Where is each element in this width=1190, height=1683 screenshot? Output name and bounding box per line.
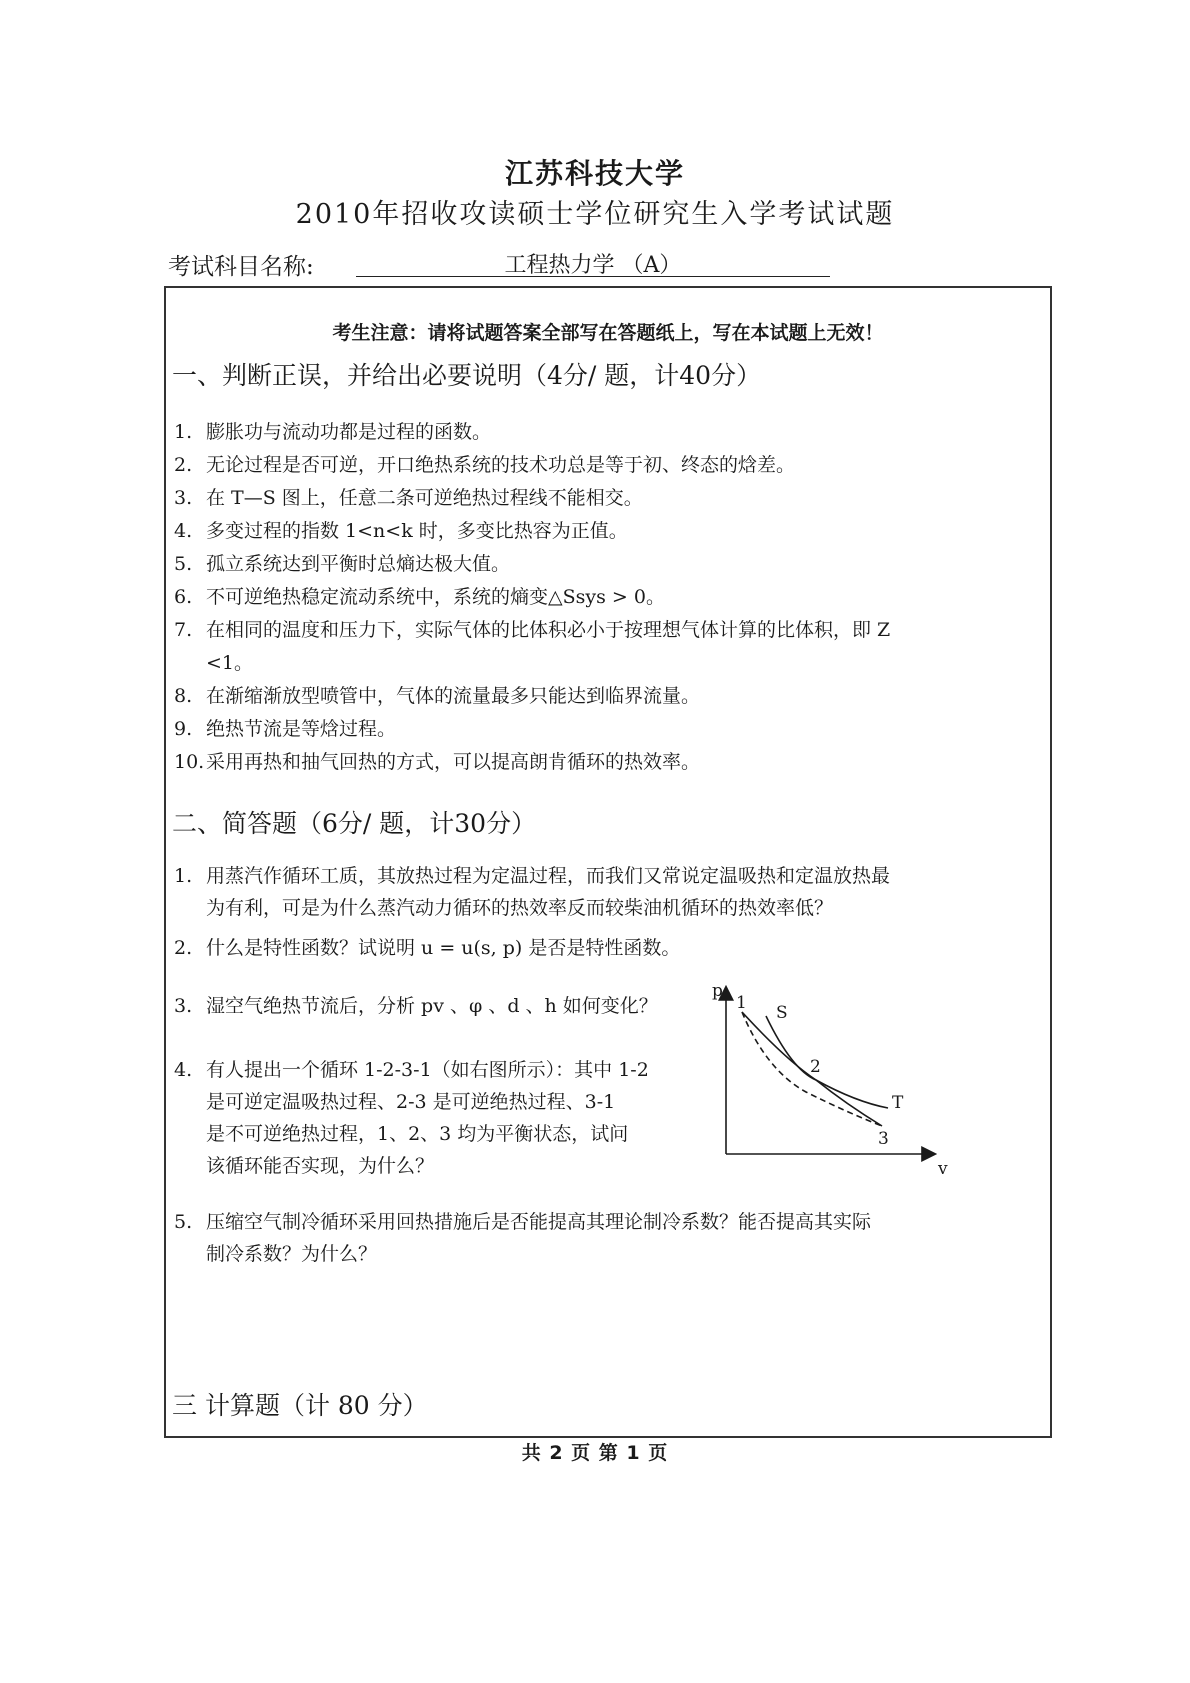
list-item: 4. 多变过程的指数 1<n<k 时，多变比热容为正值。 xyxy=(174,520,628,542)
question-1: 1. 用蒸汽作循环工质，其放热过程为定温过程，而我们又常说定温吸热和定温放热最 xyxy=(174,865,891,887)
page-footer: 共 2 页 第 1 页 xyxy=(521,1442,669,1464)
list-item: 8. 在渐缩渐放型喷管中，气体的流量最多只能达到临界流量。 xyxy=(174,685,701,707)
subject-value: 工程热力学 （A） xyxy=(356,248,830,277)
question-3: 3. 湿空气绝热节流后，分析 pv 、φ 、d 、h 如何变化？ xyxy=(174,995,658,1017)
list-item: 10.采用再热和抽气回热的方式，可以提高朗肯循环的热效率。 xyxy=(174,751,701,773)
question-5: 5. 压缩空气制冷循环采用回热措施后是否能提高其理论制冷系数？能否提高其实际 xyxy=(174,1211,872,1233)
axis-p-label: p xyxy=(712,981,723,1001)
pv-diagram xyxy=(706,978,966,1188)
subject-label: 考试科目名称: xyxy=(168,254,314,280)
list-item: 5. 孤立系统达到平衡时总熵达极大值。 xyxy=(174,553,511,575)
section3-title: 三 计算题（计 80 分） xyxy=(172,1391,428,1420)
question-4: 4. 有人提出一个循环 1-2-3-1（如右图所示）：其中 1-2 xyxy=(174,1059,649,1081)
list-item: 7. 在相同的温度和压力下，实际气体的比体积必小于按理想气体计算的比体积，即 Z xyxy=(174,619,891,641)
list-item: 3. 在 T—S 图上，任意二条可逆绝热过程线不能相交。 xyxy=(174,487,643,509)
list-item: 2. 无论过程是否可逆，开口绝热系统的技术功总是等于初、终态的焓差。 xyxy=(174,454,796,476)
section2-title: 二、简答题（6分/ 题，计30分） xyxy=(172,809,537,838)
list-item: <1。 xyxy=(206,652,254,674)
list-item: 9. 绝热节流是等焓过程。 xyxy=(174,718,397,740)
point-2-label: 2 xyxy=(810,1057,821,1077)
list-item: 6. 不可逆绝热稳定流动系统中，系统的熵变△Ssys > 0。 xyxy=(174,586,665,608)
question-4-cont: 该循环能否实现，为什么？ xyxy=(206,1155,435,1177)
subject-row xyxy=(168,248,682,281)
question-1-cont: 为有利，可是为什么蒸汽动力循环的热效率反而较柴油机循环的热效率低？ xyxy=(206,897,834,919)
list-item: 1. 膨胀功与流动功都是过程的函数。 xyxy=(174,421,492,443)
axis-v-label: v xyxy=(938,1159,948,1179)
question-5-cont: 制冷系数？为什么？ xyxy=(206,1243,378,1265)
notice: 考生注意：请将试题答案全部写在答题纸上，写在本试题上无效！ xyxy=(332,322,884,344)
curve-t-label: T xyxy=(892,1093,904,1113)
question-2: 2. 什么是特性函数？试说明 u = u(s, p) 是否是特性函数。 xyxy=(174,937,681,959)
question-box xyxy=(164,286,1052,1438)
point-3-label: 3 xyxy=(878,1129,889,1149)
adiabat-curve xyxy=(766,1016,882,1126)
curve-s-label: S xyxy=(776,1003,788,1023)
section1-title: 一、判断正误，并给出必要说明（4分/ 题，计40分） xyxy=(172,361,762,390)
exam-title: 2010年招收攻读硕士学位研究生入学考试试题 xyxy=(295,199,895,230)
question-4-cont: 是不可逆绝热过程，1、2、3 均为平衡状态，试问 xyxy=(206,1123,629,1145)
point-1-label: 1 xyxy=(736,993,747,1013)
school-name: 江苏科技大学 xyxy=(504,157,685,190)
question-4-cont: 是可逆定温吸热过程、2-3 是可逆绝热过程、3-1 xyxy=(206,1091,616,1113)
